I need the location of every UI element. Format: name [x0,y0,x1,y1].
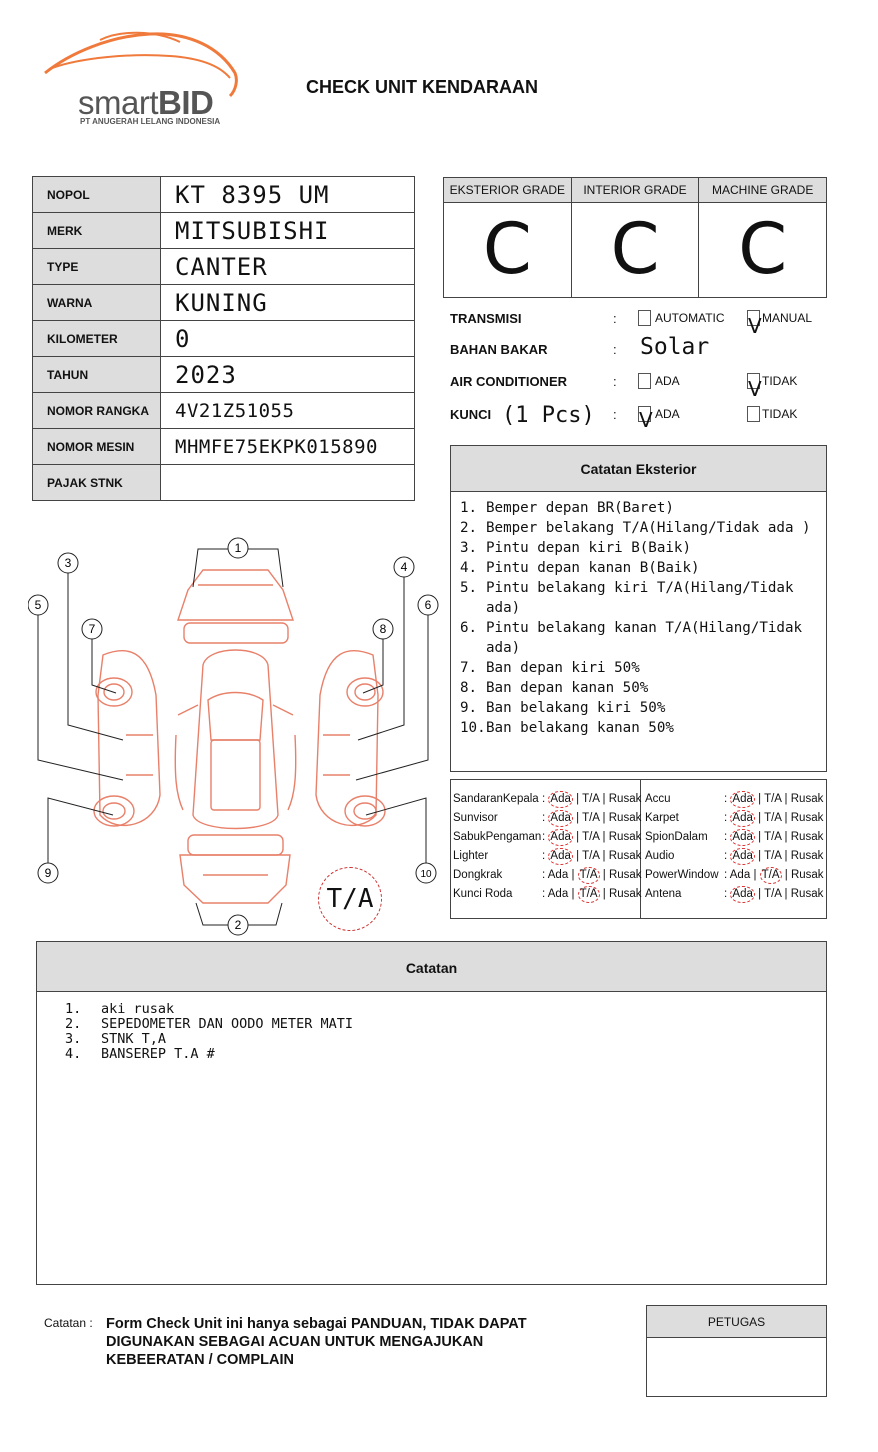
colon: : [542,812,546,824]
item-text: STNK T,A [101,1031,167,1047]
bahan-bakar-label: BAHAN BAKAR [450,342,548,357]
separator: | [784,812,788,824]
vehicle-info-value: MHMFE75EKPK015890 [161,429,415,465]
colon: : [613,311,617,326]
list-item [460,698,816,718]
accessory-option-ta[interactable]: T/A [582,812,600,824]
item-number: 2. [460,520,478,536]
colon: : [542,831,546,843]
interior-grade [572,178,700,297]
vehicle-info-label: KILOMETER [33,321,161,357]
item-text: Bemper depan BR(Baret) [486,500,674,516]
marker-number: 7 [88,622,96,636]
accessory-name: SabukPengaman [453,831,542,843]
accessory-option-ta[interactable]: T/A [578,867,600,884]
separator: | [758,850,762,862]
accessory-option-ta[interactable]: T/A [578,886,600,903]
vehicle-info-value: 0 [161,321,415,357]
vehicle-info-value [161,465,415,501]
item-number: 7. [460,660,478,676]
item-text: Pintu belakang kiri T/A(Hilang/Tidak ada) [486,580,794,616]
separator: | [602,850,606,862]
grade-value: C [738,208,788,290]
exterior-notes-title: Catatan Eksterior [451,446,826,492]
accessory-option-ta[interactable]: T/A [582,831,600,843]
accessory-name: Antena [645,888,682,900]
accessory-option-rusak[interactable]: Rusak [790,869,824,881]
vehicle-info-value: 2023 [161,357,415,393]
accessory-option-ta[interactable]: T/A [764,850,782,862]
item-text: Pintu depan kanan B(Baik) [486,560,700,576]
item-number: 4. [65,1046,82,1062]
item-number: 1. [460,500,478,516]
manual-option-label: MANUAL [762,311,813,325]
vehicle-info-label: NOMOR RANGKA [33,393,161,429]
accessory-option-rusak[interactable]: Rusak [608,793,642,805]
accessory-option-rusak[interactable]: Rusak [608,888,642,900]
marker-number: 8 [379,622,387,636]
colon: : [542,850,546,862]
item-text: Bemper belakang T/A(Hilang/Tidak ada ) [486,520,811,536]
list-item [65,1047,826,1062]
list-item [460,678,816,698]
accessory-option-ada[interactable]: Ada [548,791,572,808]
grade-label: EKSTERIOR GRADE [444,178,571,203]
accessory-options [724,790,823,809]
accessory-name: Sunvisor [453,812,498,824]
accessory-options [542,885,642,904]
item-text: aki rusak [101,1001,175,1017]
vehicle-damage-diagram [28,535,448,940]
vehicle-info-row [33,465,415,501]
machine-grade [699,178,826,297]
marker-number: 10 [420,869,432,880]
list-item [65,1032,826,1047]
colon: : [724,888,728,900]
accessory-option-ta[interactable]: T/A [582,793,600,805]
accessory-option-ada[interactable]: Ada [548,848,572,865]
accessory-options [542,828,641,847]
vehicle-info-value: CANTER [161,249,415,285]
notes-title: Catatan [37,942,826,992]
vehicle-info-label: PAJAK STNK [33,465,161,501]
vehicle-info-row [33,249,415,285]
separator: | [758,831,762,843]
separator: | [784,869,788,881]
marker-number: 2 [234,918,242,932]
list-item [460,578,816,618]
separator: | [576,812,580,824]
accessory-option-ada[interactable]: Ada [548,829,572,846]
colon: : [724,831,728,843]
list-item [460,618,816,658]
accessory-option-ta[interactable]: T/A [760,867,782,884]
accessory-option-rusak[interactable]: Rusak [790,793,824,805]
transmisi-label: TRANSMISI [450,311,522,326]
damage-marker [416,863,436,883]
vehicle-info-value: KT 8395 UM [161,177,415,213]
item-number: 8. [460,680,478,696]
item-text: BANSEREP T.A # [101,1046,215,1062]
separator: | [602,888,606,900]
car-left-side [94,651,160,826]
accessory-name: Karpet [645,812,679,824]
accessory-name: Accu [645,793,671,805]
logo-company-name: PT ANUGERAH LELANG INDONESIA [80,117,221,126]
colon: : [724,812,728,824]
separator: | [758,793,762,805]
colon: : [613,374,617,389]
kunci-ada-checkmark: V [639,408,653,432]
separator: | [571,869,575,881]
marker-number: 3 [64,556,72,570]
vehicle-info-label: TYPE [33,249,161,285]
accessory-option-rusak[interactable]: Rusak [608,850,642,862]
accessory-name: Kunci Roda [453,888,513,900]
separator: | [602,831,606,843]
disclaimer-text: Form Check Unit ini hanya sebagai PANDUAN, TIDAK DAPAT DIGUNAKAN SEBAGAI ACUAN UNTUK MENGAJUKAN KEBEERATAN / COMPLAIN [106,1316,527,1368]
colon: : [542,888,546,900]
ac-ada-checkbox[interactable] [638,373,651,389]
item-text: Ban depan kiri 50% [486,660,640,676]
accessory-option-rusak[interactable]: Rusak [790,850,824,862]
grade-label: MACHINE GRADE [699,178,826,203]
separator: | [576,850,580,862]
separator: | [758,812,762,824]
colon: : [613,342,617,357]
vehicle-info-label: WARNA [33,285,161,321]
separator: | [784,850,788,862]
damage-marker [38,863,58,883]
list-item [460,558,816,578]
list-item [460,718,816,738]
vehicle-info-row [33,285,415,321]
item-number: 5. [460,580,478,596]
accessory-option-rusak[interactable]: Rusak [608,869,642,881]
vehicle-info-value: MITSUBISHI [161,213,415,249]
vehicle-info-label: NOPOL [33,177,161,213]
accessory-name: Lighter [453,850,489,862]
notes-list [37,992,826,1062]
ac-tidak-label: TIDAK [762,374,798,388]
colon: : [724,850,728,862]
accessory-name: PowerWindow [645,869,719,881]
kunci-tidak-label: TIDAK [762,407,798,421]
damage-marker [82,619,102,639]
automatic-checkbox[interactable] [638,310,651,326]
item-number: 9. [460,700,478,716]
separator: | [758,888,762,900]
document-title: CHECK UNIT KENDARAAN [306,77,538,97]
ac-label: AIR CONDITIONER [450,374,567,389]
accessory-option-rusak[interactable]: Rusak [790,831,824,843]
vehicle-info-label: MERK [33,213,161,249]
vehicle-info-value: KUNING [161,285,415,321]
accessory-option-ta[interactable]: T/A [764,812,782,824]
item-number: 2. [65,1016,82,1032]
accessory-options [542,790,641,809]
accessory-option-ada[interactable]: Ada [730,886,754,903]
marker-number: 5 [34,598,42,612]
logo-wordmark: smartBID [78,84,214,121]
grade-value: C [610,208,660,290]
automatic-option-label: AUTOMATIC [655,311,725,325]
item-number: 3. [65,1031,82,1047]
separator: | [602,812,606,824]
accessory-options [724,847,823,866]
accessory-option-rusak[interactable]: Rusak [790,888,824,900]
accessory-options [542,847,641,866]
manual-checkmark: V [748,314,762,338]
separator: | [784,831,788,843]
grade-panel [443,177,827,298]
accessory-options [724,885,823,904]
marker-number: 4 [400,560,408,574]
accessory-option-rusak[interactable]: Rusak [608,812,642,824]
ac-ada-label: ADA [655,374,680,388]
item-text: Ban belakang kiri 50% [486,700,666,716]
separator: | [602,793,606,805]
item-number: 3. [460,540,478,556]
accessory-option-ada[interactable]: Ada [547,888,569,900]
item-number: 1. [65,1001,82,1017]
damage-marker [418,595,438,615]
accessory-option-ada[interactable]: Ada [547,869,569,881]
vehicle-info-row [33,429,415,465]
car-right-side [316,651,385,826]
accessory-option-ada[interactable]: Ada [730,810,754,827]
list-item [65,1017,826,1032]
accessory-option-ada[interactable]: Ada [730,848,754,865]
exterior-notes-list [451,492,826,738]
colon: : [724,793,728,805]
separator: | [576,793,580,805]
kunci-tidak-checkbox[interactable] [747,406,760,422]
accessory-option-ta[interactable]: T/A [764,793,782,805]
accessory-option-ta[interactable]: T/A [582,850,600,862]
separator: | [784,793,788,805]
ta-stamp: T/A [318,867,382,931]
item-text: Pintu belakang kanan T/A(Hilang/Tidak ada) [486,620,803,656]
marker-number: 9 [44,866,52,880]
grade-label: INTERIOR GRADE [572,178,699,203]
accessory-options [542,809,641,828]
marker-number: 6 [424,598,432,612]
accessory-name: Dongkrak [453,869,503,881]
accessory-name: Audio [645,850,675,862]
damage-marker [394,557,414,577]
accessory-options [724,809,823,828]
separator: | [602,869,606,881]
kunci-count: (1 Pcs) [502,403,595,428]
accessory-option-rusak[interactable]: Rusak [608,831,642,843]
vehicle-info-row [33,357,415,393]
damage-marker [28,595,48,615]
kunci-ada-label: ADA [655,407,680,421]
list-item [460,658,816,678]
petugas-signature-box [646,1305,827,1397]
accessory-option-ada[interactable]: Ada [729,869,751,881]
exterior-notes-panel [450,445,827,772]
list-item [65,1002,826,1017]
vehicle-info-row [33,213,415,249]
accessory-option-rusak[interactable]: Rusak [790,812,824,824]
accessory-option-ada[interactable]: Ada [548,810,572,827]
item-text: Ban belakang kanan 50% [486,720,674,736]
damage-marker [58,553,78,573]
list-item [460,518,816,538]
bahan-bakar-value: Solar [640,334,710,360]
vehicle-info-label: NOMOR MESIN [33,429,161,465]
damage-marker [373,619,393,639]
vehicle-info-table [32,176,415,501]
accessory-option-ta[interactable]: T/A [764,888,782,900]
exterior-grade [444,178,572,297]
kunci-label: KUNCI [450,407,492,422]
colon: : [613,407,617,422]
accessory-name: SandaranKepala [453,793,539,805]
vehicle-info-label: TAHUN [33,357,161,393]
separator: | [571,888,575,900]
colon: : [542,869,546,881]
accessory-name: SpionDalam [645,831,708,843]
vehicle-info-row [33,321,415,357]
item-number: 6. [460,620,478,636]
car-front-view [178,570,293,643]
item-number: 10. [460,720,486,736]
list-item [460,538,816,558]
item-text: Pintu depan kiri B(Baik) [486,540,691,556]
list-item [460,498,816,518]
accessory-options [724,828,823,847]
petugas-label: PETUGAS [647,1306,826,1338]
marker-number: 1 [234,541,242,555]
vehicle-info-value: 4V21Z51055 [161,393,415,429]
item-text: SEPEDOMETER DAN OODO METER MATI [101,1016,353,1032]
item-number: 4. [460,560,478,576]
vehicle-info-row [33,177,415,213]
damage-marker [228,538,248,558]
vehicle-info-row [33,393,415,429]
ac-tidak-checkmark: V [748,377,762,401]
colon: : [724,869,728,881]
footer-label: Catatan : [44,1316,93,1330]
separator: | [576,831,580,843]
car-rear-view [180,835,290,903]
accessory-options [542,866,642,885]
item-text: Ban depan kanan 50% [486,680,649,696]
damage-marker [228,915,248,935]
accessory-option-ta[interactable]: T/A [764,831,782,843]
colon: : [542,793,546,805]
car-top-view [175,650,295,829]
accessory-option-ada[interactable]: Ada [730,829,754,846]
accessory-option-ada[interactable]: Ada [730,791,754,808]
accessory-options [724,866,824,885]
separator: | [784,888,788,900]
separator: | [753,869,757,881]
grade-value: C [482,208,532,290]
notes-panel [36,941,827,1285]
